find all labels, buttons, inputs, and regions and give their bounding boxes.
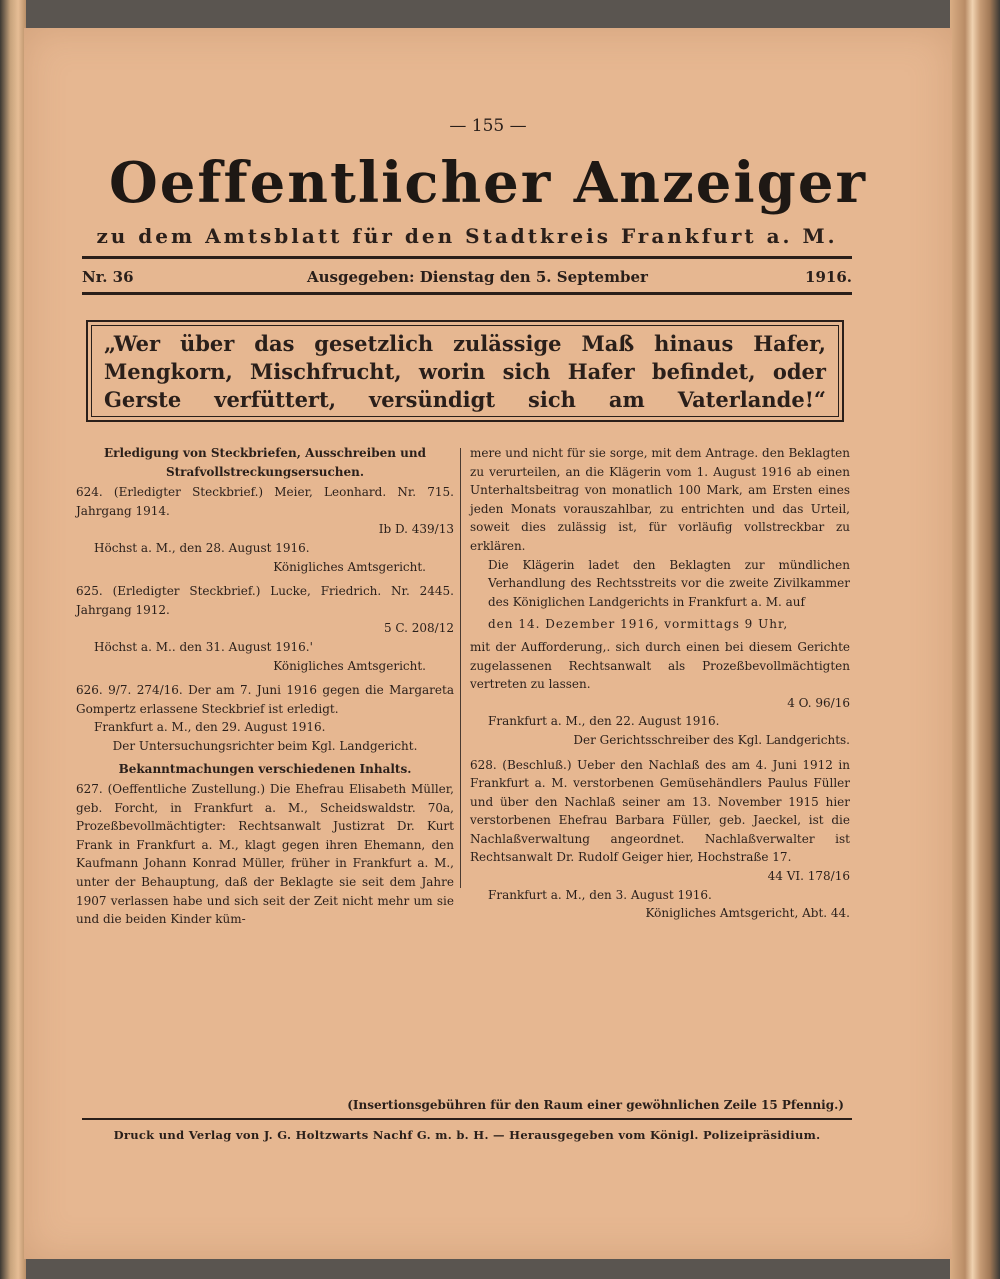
notice-625: 625. (Erledigter Steckbrief.) Lucke, Friedrich. Nr. 2445. Jahrgang 1912.	[76, 584, 454, 617]
notice-624-signature: Königliches Amtsgericht.	[273, 559, 426, 574]
masthead-subtitle: zu dem Amtsblatt für den Stadtkreis Frankfurt a. M.	[96, 224, 838, 248]
header-rule-bottom	[82, 292, 852, 295]
notice-628-signature: Königliches Amtsgericht, Abt. 44.	[645, 906, 850, 921]
notice-624-place: Höchst a. M., den 28. August 1916.	[94, 540, 310, 555]
notice-627-request: mit der Aufforderung,. sich durch einen bei diesem Gerichte zugelassenen Rechtsanwalt als Prozeßbevollmächtigten vertreten zu lassen.	[470, 639, 850, 692]
notice-626-place: Frankfurt a. M., den 29. August 1916.	[94, 720, 326, 735]
notice-627-summons: Die Klägerin ladet den Beklagten zur mündlichen Verhandlung des Rechtsstreits vor die zweite Zivilkammer des Königlichen Landgerichts in Frankfurt a. M. auf	[488, 557, 850, 609]
notice-627-ref: 4 O. 96/16	[787, 695, 850, 710]
notice-626: 626. 9/7. 274/16. Der am 7. Juni 1916 gegen die Margareta Gompertz erlassene Steckbrief ist erledigt.	[76, 683, 454, 716]
banner-box	[86, 320, 844, 422]
issue-date: Ausgegeben: Dienstag den 5. September	[307, 268, 648, 286]
hearing-date: den 14. Dezember 1916, vormittags 9 Uhr,	[488, 617, 789, 632]
notice-627-signature: Der Gerichtsschreiber des Kgl. Landgerichts.	[573, 732, 850, 747]
issue-number: Nr. 36	[82, 268, 134, 286]
notice-628: 628. (Beschluß.) Ueber den Nachlaß des am 4. Juni 1912 in Frankfurt a. M. verstorbenen Gemüsehändlers Paulus Füller und über den Nachlaß seiner am 13. November 1915 hier verstorbenen Ehefrau Barbara Füller, geb. Jaeckel, ist die Nachlaßverwaltung angeordnet. Nachlaßverwalter ist Rechtsanwalt Dr. Rudolf Geiger hier, Hochstraße 17.	[470, 757, 850, 865]
insertion-fees-note: (Insertionsgebühren für den Raum einer gewöhnlichen Zeile 15 Pfennig.)	[347, 1098, 844, 1112]
notice-625-place: Höchst a. M.. den 31. August 1916.'	[94, 639, 313, 654]
notice-625-signature: Königliches Amtsgericht.	[273, 658, 426, 673]
notice-626-signature: Der Untersuchungsrichter beim Kgl. Landgericht.	[112, 738, 418, 753]
banner-text: „Wer über das gesetzlich zulässige Maß hinaus Hafer, Mengkorn, Mischfrucht, worin sich Hafer befindet, oder Gerste verfüttert, versündigt sich am Vaterlande!“	[91, 325, 839, 417]
page-number: — 155 —	[449, 116, 527, 136]
printer-imprint: Druck und Verlag von J. G. Holtzwarts Nachf G. m. b. H. — Herausgegeben vom Königl. Polizeipräsidium.	[113, 1128, 821, 1142]
notice-628-ref: 44 VI. 178/16	[767, 869, 850, 884]
notice-624-ref: Ib D. 439/13	[378, 522, 454, 537]
column-divider	[460, 448, 461, 888]
notice-625-ref: 5 C. 208/12	[383, 621, 454, 636]
book-binding-left	[0, 0, 26, 1279]
notice-624: 624. (Erledigter Steckbrief.) Meier, Leonhard. Nr. 715. Jahrgang 1914.	[76, 485, 454, 518]
header-rule-top	[82, 256, 852, 259]
masthead-title: Oeffentlicher Anzeiger	[109, 150, 867, 216]
footer-rule	[82, 1118, 852, 1120]
issue-year: 1916.	[805, 268, 852, 286]
section-heading-steckbriefe: Erledigung von Steckbriefen, Ausschreiben und Strafvollstreckungsersuchen.	[103, 446, 426, 479]
notice-627-place: Frankfurt a. M., den 22. August 1916.	[488, 714, 720, 729]
issue-line	[82, 268, 852, 292]
notice-627-continued: mere und nicht für sie sorge, mit dem Antrage. den Beklagten zu verurteilen, an die Klägerin vom 1. August 1916 ab einen Unterhaltsbeitrag von monatlich 100 Mark, am Ersten eines jeden Monats vorauszahlbar, zu entrichten und das Urteil, soweit dies zulässig ist, für vorläufig vollstreckbar zu erklären.	[470, 446, 850, 553]
left-column	[76, 444, 454, 929]
section-heading-bekanntmachungen: Bekanntmachungen verschiedenen Inhalts.	[118, 761, 412, 776]
book-spine-right	[950, 0, 1000, 1279]
right-column	[470, 444, 850, 923]
notice-627: 627. (Oeffentliche Zustellung.) Die Ehefrau Elisabeth Müller, geb. Forcht, in Frankfurt a. M., Scheidswaldstr. 70a, Prozeßbevollmächtigter: Rechtsanwalt Justizrat Dr. Kurt Frank in Frankfurt a. M., klagt gegen ihren Ehemann, den Kaufmann Johann Konrad Müller, früher in Frankfurt a. M., unter der Behauptung, daß der Beklagte sie seit dem Jahre 1907 verlassen habe und sich seit der Zeit nicht mehr um sie und die beiden Kinder küm-	[76, 782, 454, 927]
newspaper-page	[24, 28, 952, 1259]
notice-628-place: Frankfurt a. M., den 3. August 1916.	[488, 887, 712, 902]
